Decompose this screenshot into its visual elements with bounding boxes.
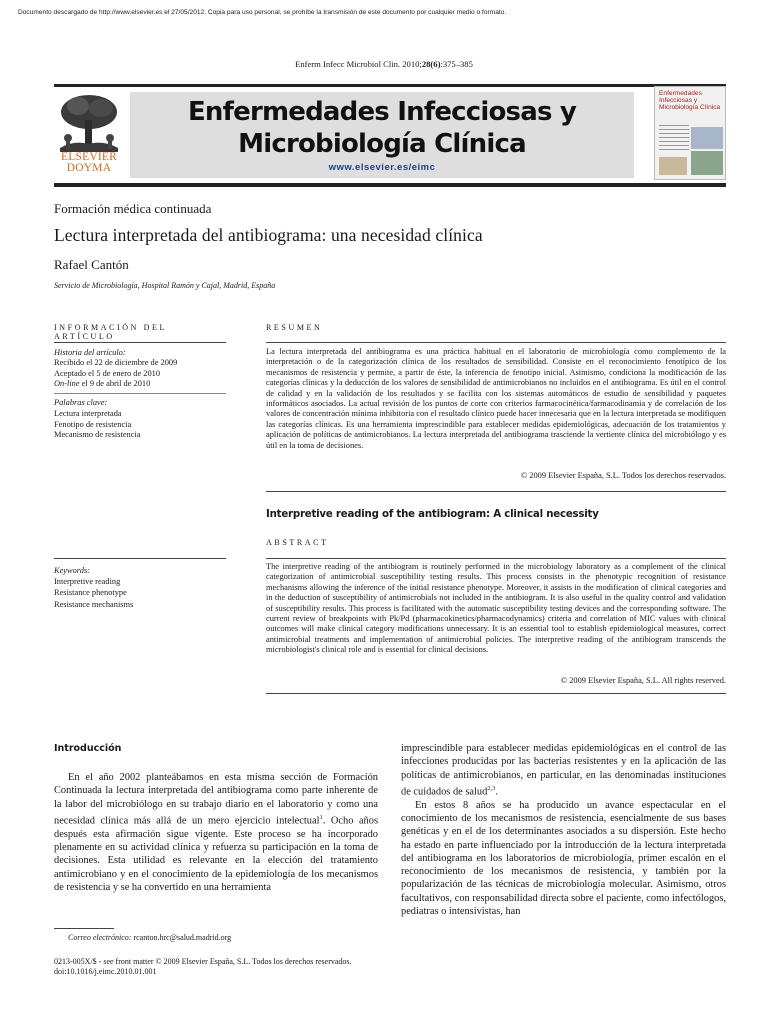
issn-line: 0213-005X/$ - see front matter © 2009 Elsevier España, S.L. Todos los derechos reservados.	[54, 957, 352, 966]
header-rule-top	[54, 84, 726, 87]
author-affiliation: Servicio de Microbiología, Hospital Ramón y Cajal, Madrid, España	[54, 281, 276, 290]
footnote-rule	[54, 928, 114, 929]
keywords-en-label: Keywords:	[54, 566, 90, 575]
keyword-item: Mecanismo de resistencia	[54, 430, 141, 440]
keyword-item: Resistance phenotype	[54, 588, 127, 598]
accepted-date: Aceptado el 5 de enero de 2010	[54, 368, 161, 378]
resumen-copyright: © 2009 Elsevier España, S.L. Todos los derechos reservados.	[520, 471, 726, 480]
abstract-end-rule	[266, 693, 726, 694]
received-date: Recibido el 22 de diciembre de 2009	[54, 358, 178, 368]
citation-volume-issue: 28(6)	[421, 59, 441, 69]
resumen-text: La lectura interpretada del antibiograma es una práctica habitual en el laboratorio de microbiología como complemento de la interpretación o de la categorización clínica de los resultados de sensibilidad. Consiste en el reconocimiento fenotípico de los mecanismos de resistencia y permite, a partir de éste, la inferencia de fenotipo inicial. Asimismo, condiciona la modificación de las categorías clínicas y la deducción de los valores de sensibilidad de antimicrobianos no incluidos en el antibiograma. Es útil en el control de calidad y en la validación de los resultados y se facilita con los sistemas automáticos de estudio de sensibilidad y paquetes informáticos asociados. La actual revisión de los puntos de corte con criterios farmacocinética/farmacodinamia y de correlación de los valores de concentración mínima inhibitoria con el resultado clínico puede hacer innecesaria que en la lectura interpretada se modifiquen las categorías clínicas. Es una herramienta imprescindible para establecer medidas epidemiológicas, adecuación de los tratamientos y aplicación de políticas de antimicrobianos. La lectura interpretada del antibiograma trasciende la vertiente clínica del microbiólogo y es útil en la toma de decisiones.	[266, 347, 726, 450]
citation-prefix: Enferm Infecc Microbiol Clin. 2010;	[295, 59, 422, 69]
abstract-copyright: © 2009 Elsevier España, S.L. All rights reserved.	[560, 676, 726, 685]
publisher-name: ELSEVIER DOYMA	[61, 151, 117, 174]
cover-text-lines	[659, 125, 689, 153]
body-right-column	[401, 742, 726, 918]
info-rule	[54, 342, 226, 343]
keyword-item: Resistance mechanisms	[54, 599, 134, 609]
header-rule-bottom	[54, 183, 726, 187]
body-paragraph: En el año 2002 planteábamos en esta misma sección de Formación Continuada la lectura interpretada del antibiograma como parte inherente de la labor del microbiólogo en su trabajo diario en el laboratorio y como una necesidad clínica más allá de un mero ejercicio intelectual$^1$. Ocho años después esta afirmación sigue vigente. Este proceso se ha incorporado plenamente en su actividad clínica y refuerza su participación en la toma de decisiones. Esta utilidad es relevante en la elección del tratamiento antimicrobiano y en el conocimiento de la epidemiología de los mecanismos de resistencia y se ha convertido en una herramienta	[54, 772, 378, 893]
keyword-item: Fenotipo de resistencia	[54, 419, 132, 429]
body-paragraph: imprescindible para establecer medidas epidemiológicas en el control de las infecciones producidas por las bacterias resistentes y en la aplicación de las políticas de antimicrobianos, en particular, en las denominadas instituciones de cuidados de salud$^{2,3}$.	[401, 743, 726, 798]
journal-citation	[0, 59, 768, 69]
author-email-link[interactable]: rcanton.hrc@salud.madrid.org	[131, 933, 232, 942]
resumen-end-rule	[266, 491, 726, 492]
resumen-rule	[266, 342, 726, 343]
body-left-column	[54, 771, 378, 894]
abstract-title-en: Interpretive reading of the antibiogram: A clinical necessity	[266, 509, 599, 520]
article-info-heading: INFORMACIÓN DEL ARTÍCULO	[54, 323, 167, 341]
keywords-en	[54, 565, 226, 610]
article-history	[54, 348, 226, 389]
article-section: Formación médica continuada	[54, 201, 212, 216]
keywords-label: Palabras clave:	[54, 398, 108, 407]
article-title: Lectura interpretada del antibiograma: una necesidad clínica	[54, 225, 483, 245]
elsevier-logo	[54, 92, 124, 178]
keyword-item: Interpretive reading	[54, 577, 121, 587]
abstract-heading: ABSTRACT	[266, 538, 329, 547]
article-author: Rafael Cantón	[54, 257, 129, 272]
issn-doi-block	[54, 957, 352, 978]
history-divider	[54, 393, 226, 394]
abstract-rule	[266, 558, 726, 559]
email-label: Correo electrónico:	[68, 933, 132, 942]
cover-image	[691, 151, 723, 175]
body-paragraph: En estos 8 años se ha producido un avance espectacular en el conocimiento de los mecanismos de resistencia, esencialmente de sus bases genéticas y en el de los determinantes asociados a su dispersión. Este hecho ha estado en parte influenciado por la introducción de la lectura interpretada del antibiograma en los laboratorios de microbiología, primer escalón en el reconocimiento de los mecanismos de resistencia, y también por la popularización de las técnicas de microbiología molecular. Asimismo, otros facultativos, con responsabilidad directa sobre el paciente, como infectólogos, pediatras o intensivistas, han	[401, 799, 726, 918]
keyword-item: Lectura interpretada	[54, 408, 122, 418]
download-notice: Documento descargado de http://www.elsevier.es el 27/05/2012. Copia para uso personal, se prohíbe la transmisión de este documento por cualquier medio o formato.	[18, 9, 507, 16]
doi-link[interactable]: doi:10.1016/j.eimc.2010.01.001	[54, 967, 157, 977]
journal-title-line1: Enfermedades Infecciosas y	[187, 97, 577, 127]
reference-link[interactable]: 1	[319, 813, 323, 821]
journal-title-line2: Microbiología Clínica	[238, 129, 526, 159]
abstract-text: The interpretive reading of the antibiogram is routinely performed in the microbiology laboratory as a complement of the clinical categorization of antimicrobial susceptibility testing results. This process consists in the phenotypic recognition of resistance mechanisms allowing the inference of the initial resistance phenotype. Moreover, it assists in the modification of clinical categories and in the deduction of susceptibility of antimicrobials not included in the antibiogram. It is also useful in the quality control and validation of susceptibility results. This process is facilitated with the automatic susceptibility testing devices and the corresponding software. The current review of breakpoints with Pk/Pd (pharmacokinetics/pharmacodynamics) criteria and correlation of MIC values with clinical outcomes will make clinical category modifications unnecessary. It is an essential tool to establish epidemiological measures, correct antimicrobial treatments and implementation of antimicrobial policies. The interpretive reading of the antibiogram transcends the microbiologist's clinical role and is essential for clinical decisions.	[266, 562, 726, 655]
history-label: Historia del artículo:	[54, 348, 126, 357]
citation-pages: :375–385	[440, 59, 473, 69]
keywords-en-rule	[54, 558, 226, 559]
keywords-es	[54, 398, 226, 441]
elsevier-tree-icon	[54, 92, 124, 152]
journal-cover-thumbnail	[654, 86, 726, 180]
journal-title	[130, 96, 634, 160]
reference-link[interactable]: 2,3	[487, 784, 496, 792]
section-heading-introduccion: Introducción	[54, 743, 122, 754]
resumen-heading: RESUMEN	[266, 323, 323, 332]
cover-title: Enfermedades Infecciosas y Microbiología Clínica	[659, 90, 721, 111]
cover-image	[659, 157, 687, 175]
online-date: On-line el 9 de abril de 2010	[54, 378, 151, 388]
journal-url-link[interactable]: www.elsevier.es/eimc	[328, 162, 436, 173]
cover-image	[691, 127, 723, 149]
author-email-footnote	[68, 933, 231, 942]
journal-title-banner	[130, 92, 634, 178]
